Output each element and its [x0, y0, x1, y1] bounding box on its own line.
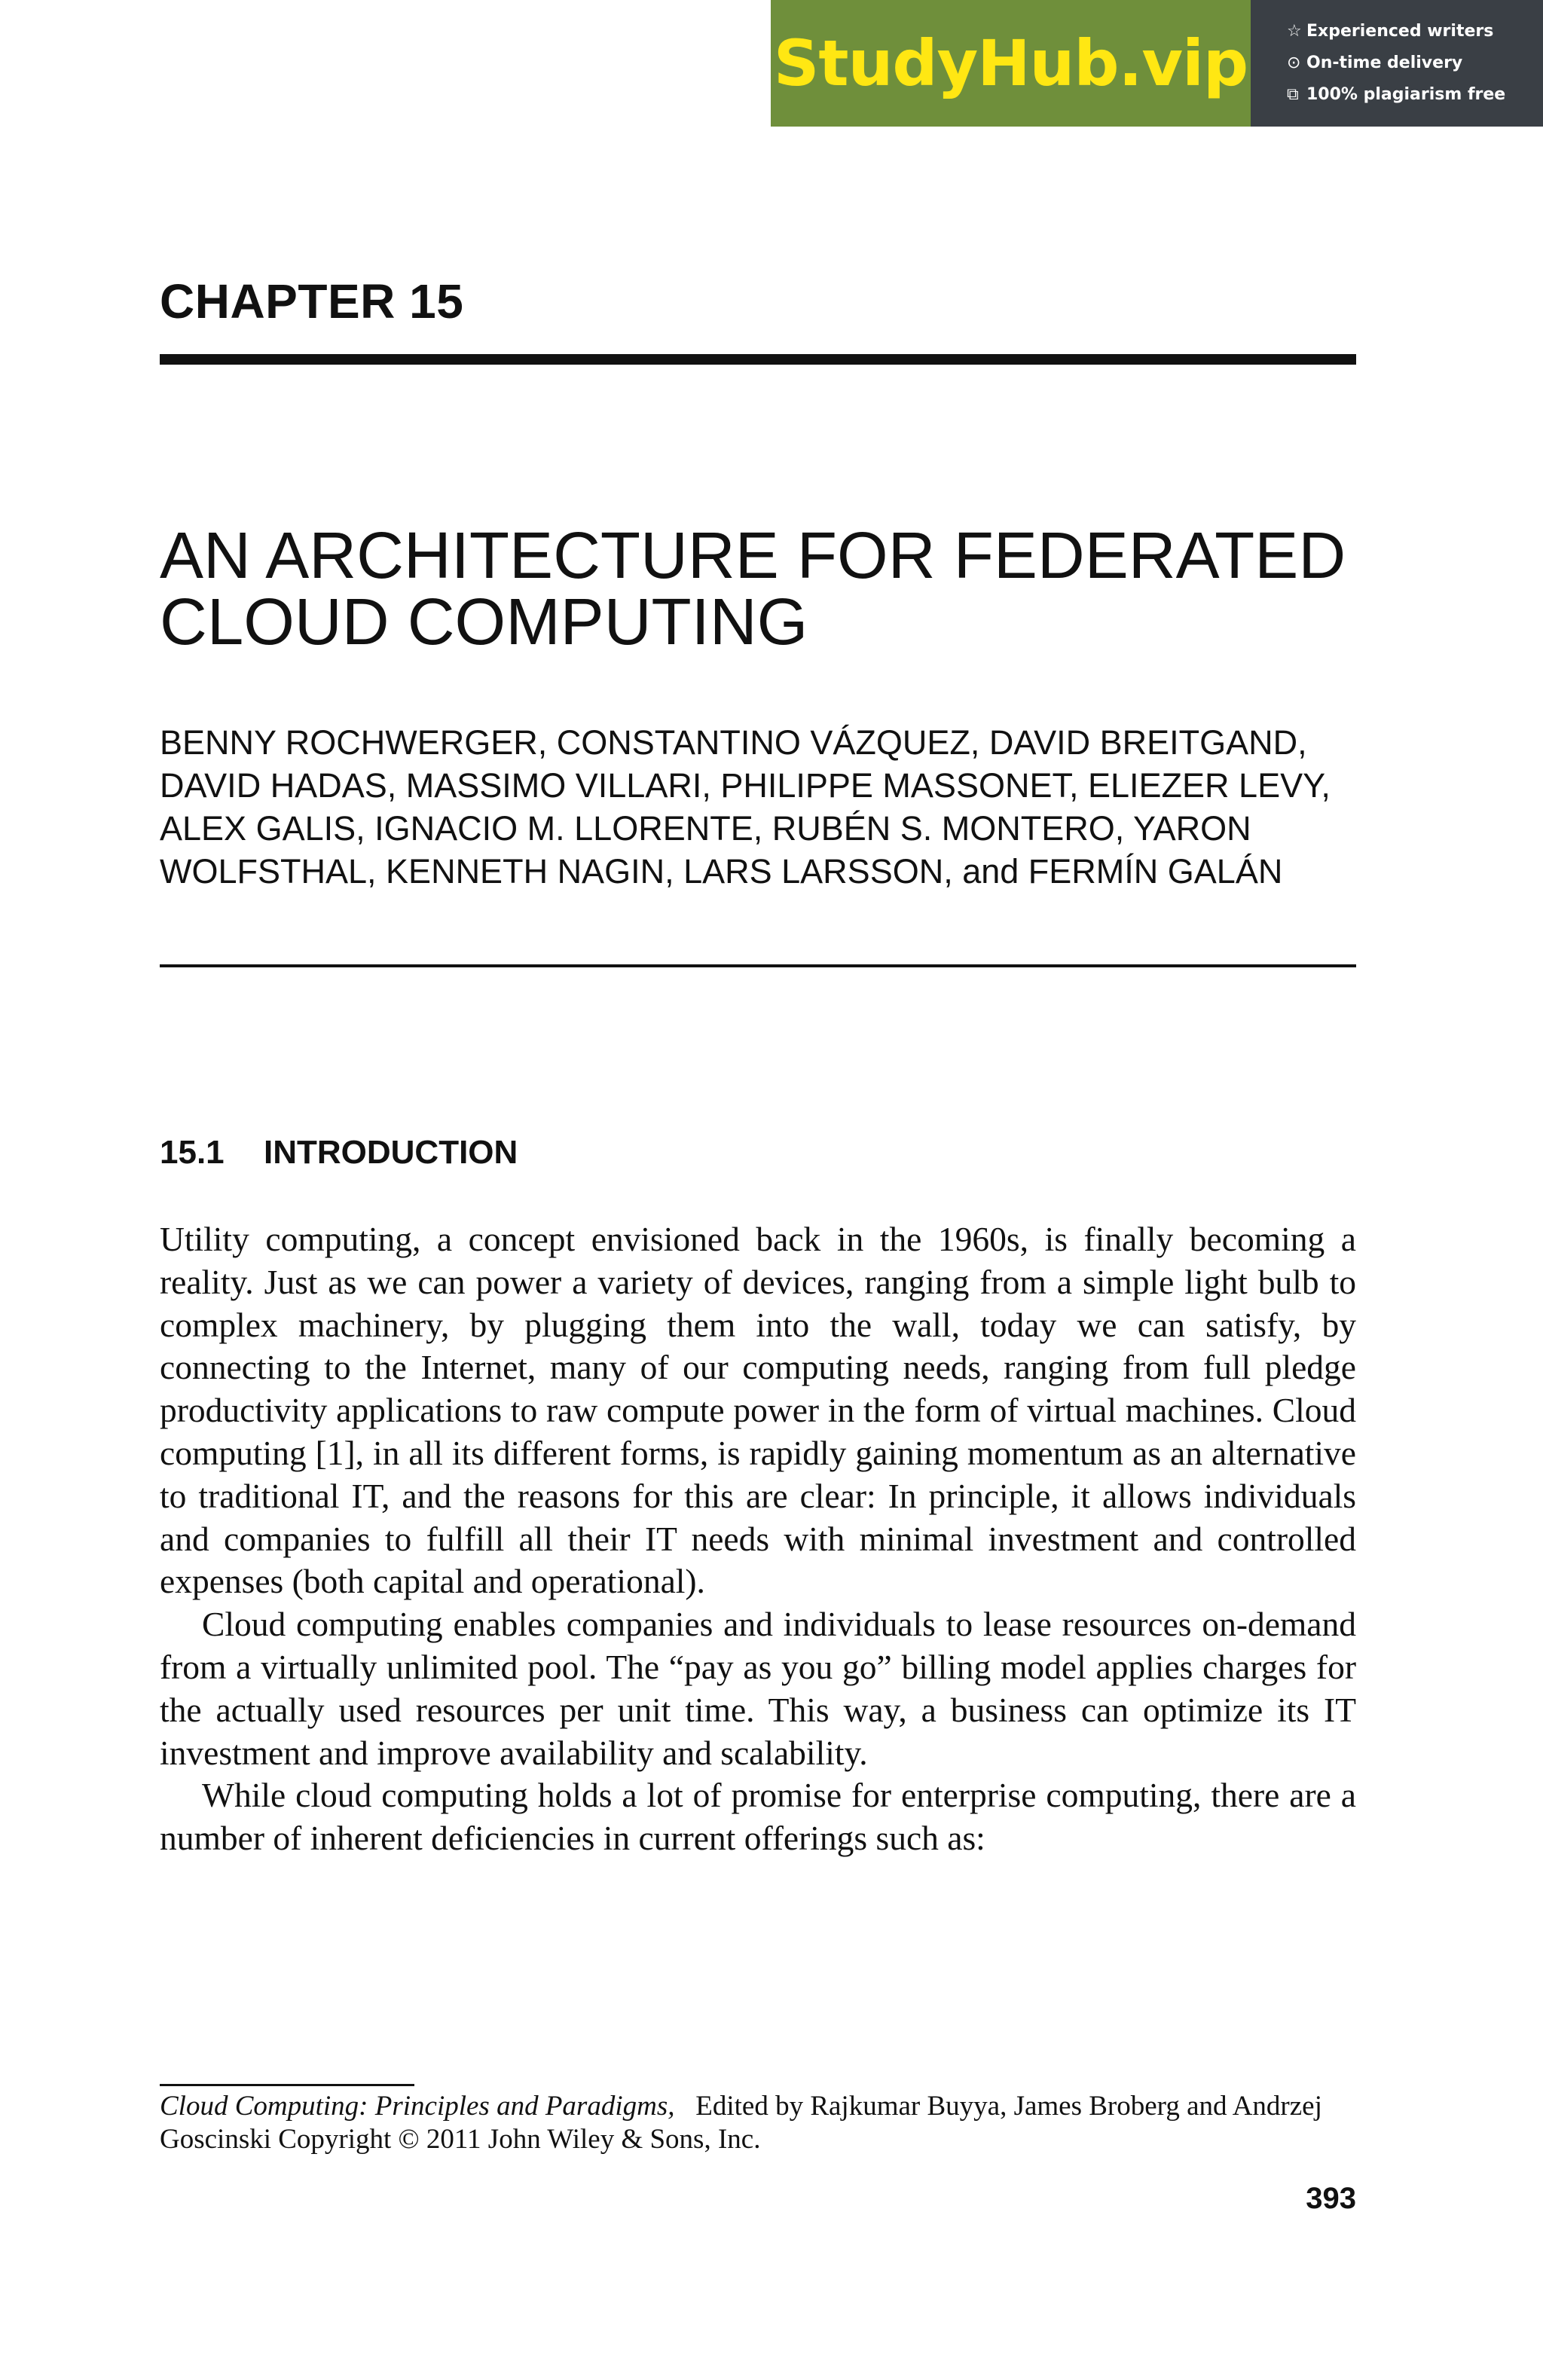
feature-item [1287, 47, 1543, 79]
studyhub-banner[interactable] [771, 0, 1543, 127]
section-heading [160, 1136, 518, 1169]
copy-icon: ⧉ [1287, 85, 1299, 104]
footnote [160, 2090, 1356, 2156]
author-list: BENNY ROCHWERGER, CONSTANTINO VÁZQUEZ, DAVID BREITGAND, DAVID HADAS, MASSIMO VILLARI, PHILIPPE MASSONET, ELIEZER LEVY, ALEX GALIS, IGNACIO M. LLORENTE, RUBÉN S. MONTERO, YARON WOLFSTHAL, KENNETH NAGIN, LARS LARSSON, and FERMÍN GALÁN [160, 723, 1331, 891]
feature-label: On-time delivery [1306, 53, 1463, 72]
book-title: Cloud Computing: Principles and Paradigms, [160, 2091, 675, 2122]
banner-logo-area [771, 0, 1251, 127]
chapter-title [160, 519, 1356, 658]
feature-item [1287, 79, 1543, 111]
feature-label: 100% plagiarism free [1306, 85, 1506, 104]
chapter-label: CHAPTER 15 [160, 274, 464, 328]
section-body [160, 1218, 1356, 1860]
feature-label: Experienced writers [1306, 22, 1494, 41]
feature-item [1287, 16, 1543, 47]
paragraph: Cloud computing enables companies and individuals to lease resources on-demand from a virtually unlimited pool. The “pay as you go” billing model applies charges for the actually used resources per unit time. This way, a business can optimize its IT investment and improve availability and scalability. [160, 1605, 1356, 1772]
section-number: 15.1 [160, 1134, 225, 1171]
chapter-divider [160, 354, 1356, 365]
chapter-title-line: CLOUD COMPUTING [160, 585, 808, 658]
section-title: INTRODUCTION [264, 1134, 518, 1171]
paragraph: Utility computing, a concept envisioned back in the 1960s, is finally becoming a reality. Just as we can power a variety of devices, ranging from a simple light bulb to complex machinery, by plugging them into the wall, today we can satisfy, by connecting to the Internet, many of our computing needs, ranging from full pledge productivity applications to raw compute power in the form of virtual machines. Cloud computing [1], in all its different forms, is rapidly gaining momentum as an alternative to traditional IT, and the reasons for this are clear: In principle, it allows individuals and companies to fulfill all their IT needs with minimal investment and controlled expenses (both capital and operational). [160, 1220, 1356, 1601]
brand-logo: StudyHub.vip [773, 26, 1248, 100]
chapter-title-line: AN ARCHITECTURE FOR FEDERATED [160, 519, 1346, 592]
paragraph: While cloud computing holds a lot of promise for enterprise computing, there are a number of inherent deficiencies in current offerings such as: [160, 1776, 1356, 1858]
author-divider [160, 964, 1356, 967]
book-credits: Edited by Rajkumar Buyya, James Broberg and Andrzej Goscinski Copyright © 2011 John Wiley & Sons, Inc. [160, 2091, 1322, 2155]
page-number: 393 [1306, 2182, 1356, 2215]
clock-icon: ⊙ [1287, 53, 1301, 72]
banner-features [1251, 0, 1543, 127]
star-icon: ☆ [1287, 22, 1302, 41]
footnote-divider [160, 2084, 414, 2086]
